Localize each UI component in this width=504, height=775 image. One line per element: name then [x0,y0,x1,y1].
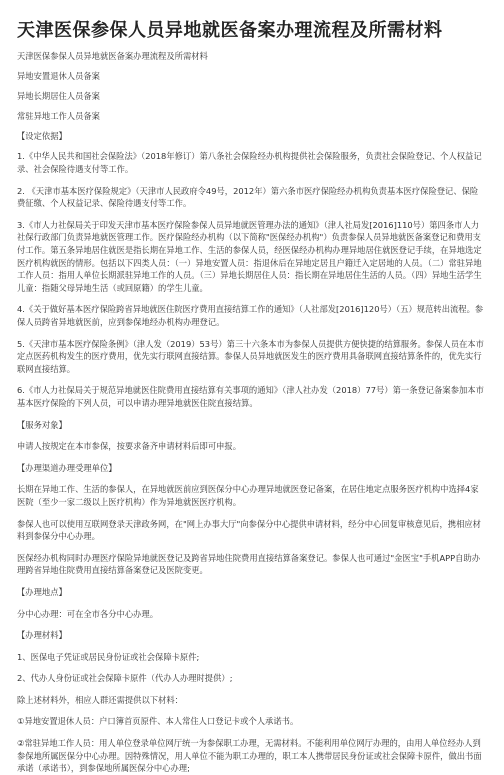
intro-item: 异地长期居住人员备案 [17,91,100,102]
materials-item: 2、代办人身份证或社会保障卡原件（代办人办理时提供）; [17,673,233,684]
page-title: 天津医保参保人员异地就医备案办理流程及所需材料 [17,20,443,41]
channel-paragraph: 参保人也可以使用互联网登录天津政务网，在"网上办事大厅"向参保分中心提供申请材料，经分中心回复审核意见后，携相应材料到参保分中心办理。 [17,518,481,542]
basis-paragraph: 2. 《天津市基本医疗保险规定》（天津市人民政府令49号，2012年）第六条市医疗保险经办机构负责基本医疗保险登记、保险费征缴、个人权益记录、保险待遇支付等工作。 [17,185,479,209]
section-header-materials: 【办理材料】 [17,630,67,641]
section-header-basis: 【设定依据】 [17,131,67,142]
basis-paragraph: 4.《关于做好基本医疗保险跨省异地就医住院医疗费用直接结算工作的通知》（人社部发[2016]120号）（五）规范转出流程。参保人员跨省异地就医前，应到参保地经办机构办理登记。 [17,304,484,327]
materials-item: 1、医保电子凭证或居民身份证或社会保障卡原件; [17,651,200,662]
materials-item: ①异地安置退休人员：户口簿首页原件、本人常住人口登记卡或个人承诺书。 [17,716,299,727]
intro-item: 异地安置退休人员备案 [17,71,100,82]
location-paragraph: 分中心办理：可在全市各分中心办理。 [17,608,159,619]
materials-item: ②常驻异地工作人员：用人单位登录单位网厅统一为参保职工办理，无需材料。不能利用单位网厅办理的，由用人单位经办人到参保地所属医保分中心办理。因特殊情况，用人单位不能为职工办理的，职工本人携带居民身份证或社会保障卡原件，做出书面承诺（承诺书），到参保地所属医保分中心办理; [17,738,482,774]
basis-paragraph: 5.《天津市基本医疗保险条例》（津人发（2019）53号）第三十六条本市为参保人员提供方便快捷的结算服务。参保人员在本市定点医药机构发生的医疗费用，优先实行联网直接结算。参保人员异地就医发生的医疗费用具备联网直接结算条件的，优先实行联网直接结算。 [17,338,484,374]
basis-paragraph: 6.《市人力社保局关于规范异地就医住院费用直接结算有关事项的通知》（津人社办发（2018）77号）第一条登记备案参加本市基本医疗保险的下列人员，可以申请办理异地就医住院直接结算。 [17,385,484,408]
intro-paragraph: 天津医保参保人员异地就医备案办理流程及所需材料 [17,51,208,61]
section-header-service: 【服务对象】 [17,419,67,430]
section-header-channel: 【办理渠道办理受理单位】 [17,462,117,473]
channel-paragraph: 长期在异地工作、生活的参保人，在异地就医前应到医保分中心办理异地就医登记备案，在居住地定点服务医疗机构中选择4家医院（至少一家二级以上医疗机构）作为异地就医医疗机构。 [17,484,479,507]
section-header-location: 【办理地点】 [17,586,67,597]
basis-paragraph: 3.《市人力社保局关于印发天津市基本医疗保险参保人员异地就医管理办法的通知》（津人社局发[2016]110号）第四条市人力社保行政部门负责异地就医管理工作。医疗保险经办机构（以下简称"医保经办机构"）负责参保人员异地就医备案登记和费用支付工作。第五条异地居住就医是指长期在异地工作、生活的参保人员，经医保经办机构办理异地居住就医登记手续，在异地选定医疗机构就医的情形。包括以下四类人员：（一）异地安置人员：指退休后在异地定居且户籍迁入定居地的人员。（二）常驻异地工作人员：指用人单位长期派驻异地工作的人员。（三）异地长期居住人员：指长期在异地居住生活的人员。（四）异地生活学生儿童：指随父母异地生活（或回原籍）的学生儿童。 [17,219,482,293]
intro-item: 常驻异地工作人员备案 [17,111,100,122]
basis-paragraph: 1.《中华人民共和国社会保险法》（2018年修订）第八条社会保险经办机构提供社会保险服务，负责社会保险登记、个人权益记录、社会保险待遇支付等工作。 [17,151,482,175]
channel-paragraph: 医保经办机构同时办理医疗保险异地就医登记及跨省异地住院费用直接结算备案登记。参保人也可通过"金医宝"手机APP自助办理跨省异地住院费用直接结算备案登记及医院变更。 [17,552,481,576]
service-paragraph: 申请人按规定在本市参保，按要求备齐申请材料后即可申报。 [17,441,242,452]
materials-item: 除上述材料外，相应人群还需提供以下材料： [17,694,183,705]
